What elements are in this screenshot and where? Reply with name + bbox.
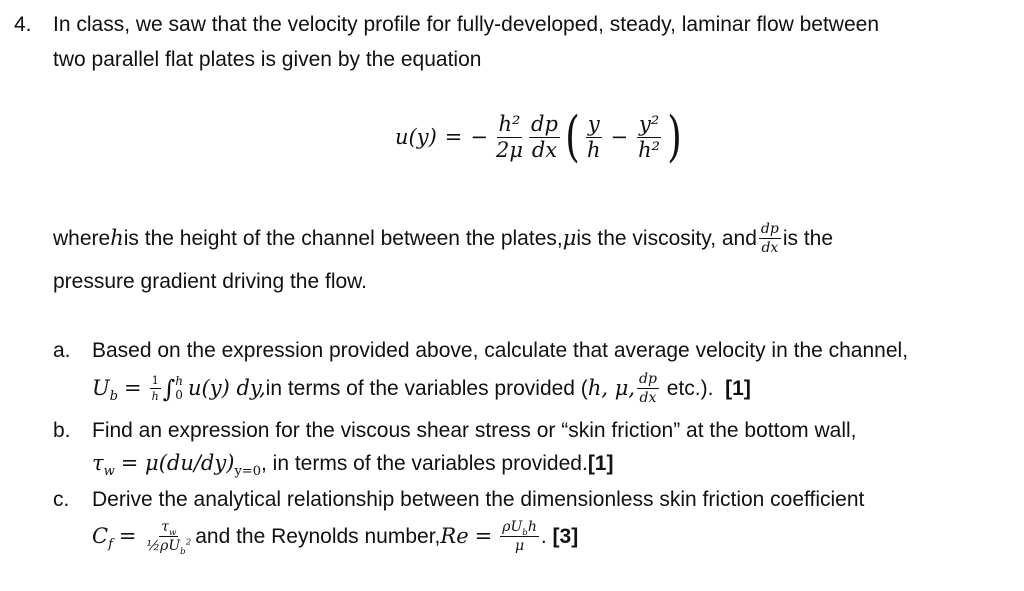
one-over-h-fraction <box>150 375 161 402</box>
cf-numerator: $\tau_w$ <box>161 519 177 538</box>
left-paren: ( <box>565 105 580 168</box>
ub-symbol: $U_b$ <box>92 376 119 405</box>
part-a-etc: etc.). <box>660 377 726 400</box>
shear-expression: = $\mu(du/dy)_{y=0}$ <box>120 451 261 480</box>
h-denominator: h <box>586 137 601 162</box>
tau-w-symbol: $\tau_w$ <box>92 451 115 480</box>
where-dx: dx <box>761 240 779 256</box>
velocity-profile-equation <box>395 105 685 168</box>
h-denominator-a: h <box>151 390 159 403</box>
where-mu: μ <box>562 226 577 250</box>
where-text-1: where <box>53 227 111 250</box>
h2-over-2mu-fraction <box>494 111 525 162</box>
where-line2: pressure gradient driving the flow. <box>53 270 368 293</box>
equation-lhs: u(y) <box>395 124 437 149</box>
y-over-h-fraction <box>585 111 603 162</box>
part-b-text: , in terms of the variables provided. <box>260 452 588 475</box>
question-number: 4. <box>14 13 32 36</box>
question-intro-line2: two parallel flat plates is given by the equation <box>53 48 482 71</box>
part-a-dx: dx <box>639 390 657 406</box>
where-line1 <box>53 222 833 255</box>
part-a-dp-dx-fraction <box>637 372 659 405</box>
cf-fraction <box>145 519 194 557</box>
part-c-mark: [3] <box>552 525 579 548</box>
part-a-line1: Based on the expression provided above, calculate that average velocity in the channel, <box>92 339 909 362</box>
part-b-label: b. <box>53 419 71 442</box>
cf-equals: = <box>118 524 137 548</box>
where-dp-dx-fraction <box>759 222 781 255</box>
question-intro-line1: In class, we saw that the velocity profile for fully-developed, steady, laminar flow between <box>53 13 880 36</box>
part-a-line2 <box>92 372 751 405</box>
part-c-period: . <box>540 525 553 548</box>
part-c-line2 <box>92 519 579 557</box>
y-numerator: y <box>587 111 600 136</box>
part-b-line1: Find an expression for the viscous shear stress or “skin friction” at the bottom wall, <box>92 419 857 442</box>
part-b-line2 <box>92 451 614 480</box>
right-paren: ) <box>667 105 682 168</box>
one-numerator: 1 <box>151 374 159 387</box>
part-a-dp: dp <box>639 371 657 387</box>
part-c-text: and the Reynolds number, <box>195 525 441 548</box>
re-symbol: Re <box>440 524 469 548</box>
part-a-vars: h, μ, <box>587 376 636 400</box>
where-text-2: is the height of the channel between the plates, <box>123 227 563 250</box>
cf-denominator: $\frac{1}{2}\rho U_b^2$ <box>146 537 192 557</box>
part-a-text: in terms of the variables provided ( <box>265 377 588 400</box>
dx-denominator: dx <box>531 137 558 162</box>
integrand: u(y) dy, <box>188 376 266 400</box>
re-denominator: μ <box>515 538 525 554</box>
part-a-mark: [1] <box>725 377 751 400</box>
equation-equals: = <box>444 124 463 149</box>
two-mu-denominator: 2μ <box>496 137 524 162</box>
part-c-line1: Derive the analytical relationship between the dimensionless skin friction coefficient <box>92 488 865 511</box>
dp-dx-fraction <box>529 111 560 162</box>
inner-minus: − <box>610 124 629 149</box>
h2-denominator: h² <box>638 137 661 162</box>
part-a-label: a. <box>53 339 71 362</box>
integral-limits <box>175 375 183 401</box>
ub-equals: = <box>124 376 142 400</box>
cf-symbol: $C_f$ <box>92 524 113 553</box>
integral-lower: 0 <box>175 387 183 402</box>
equation-minus: − <box>470 124 488 149</box>
re-fraction <box>500 520 539 553</box>
part-c-label: c. <box>53 488 70 511</box>
integral-upper: h <box>175 374 183 389</box>
re-numerator: $\rho U_bh$ <box>502 519 537 538</box>
re-equals: = <box>474 524 493 548</box>
where-dp: dp <box>760 221 779 237</box>
dp-numerator: dp <box>531 111 558 136</box>
y2-numerator: y² <box>638 111 660 136</box>
where-text-4: is the <box>782 227 834 250</box>
where-text-3: is the viscosity, and <box>576 227 757 250</box>
where-h: h <box>110 226 124 250</box>
integral-sign: ∫ <box>162 374 176 403</box>
h2-numerator: h² <box>498 111 521 136</box>
part-b-mark: [1] <box>587 452 614 475</box>
y2-over-h2-fraction <box>636 111 662 162</box>
